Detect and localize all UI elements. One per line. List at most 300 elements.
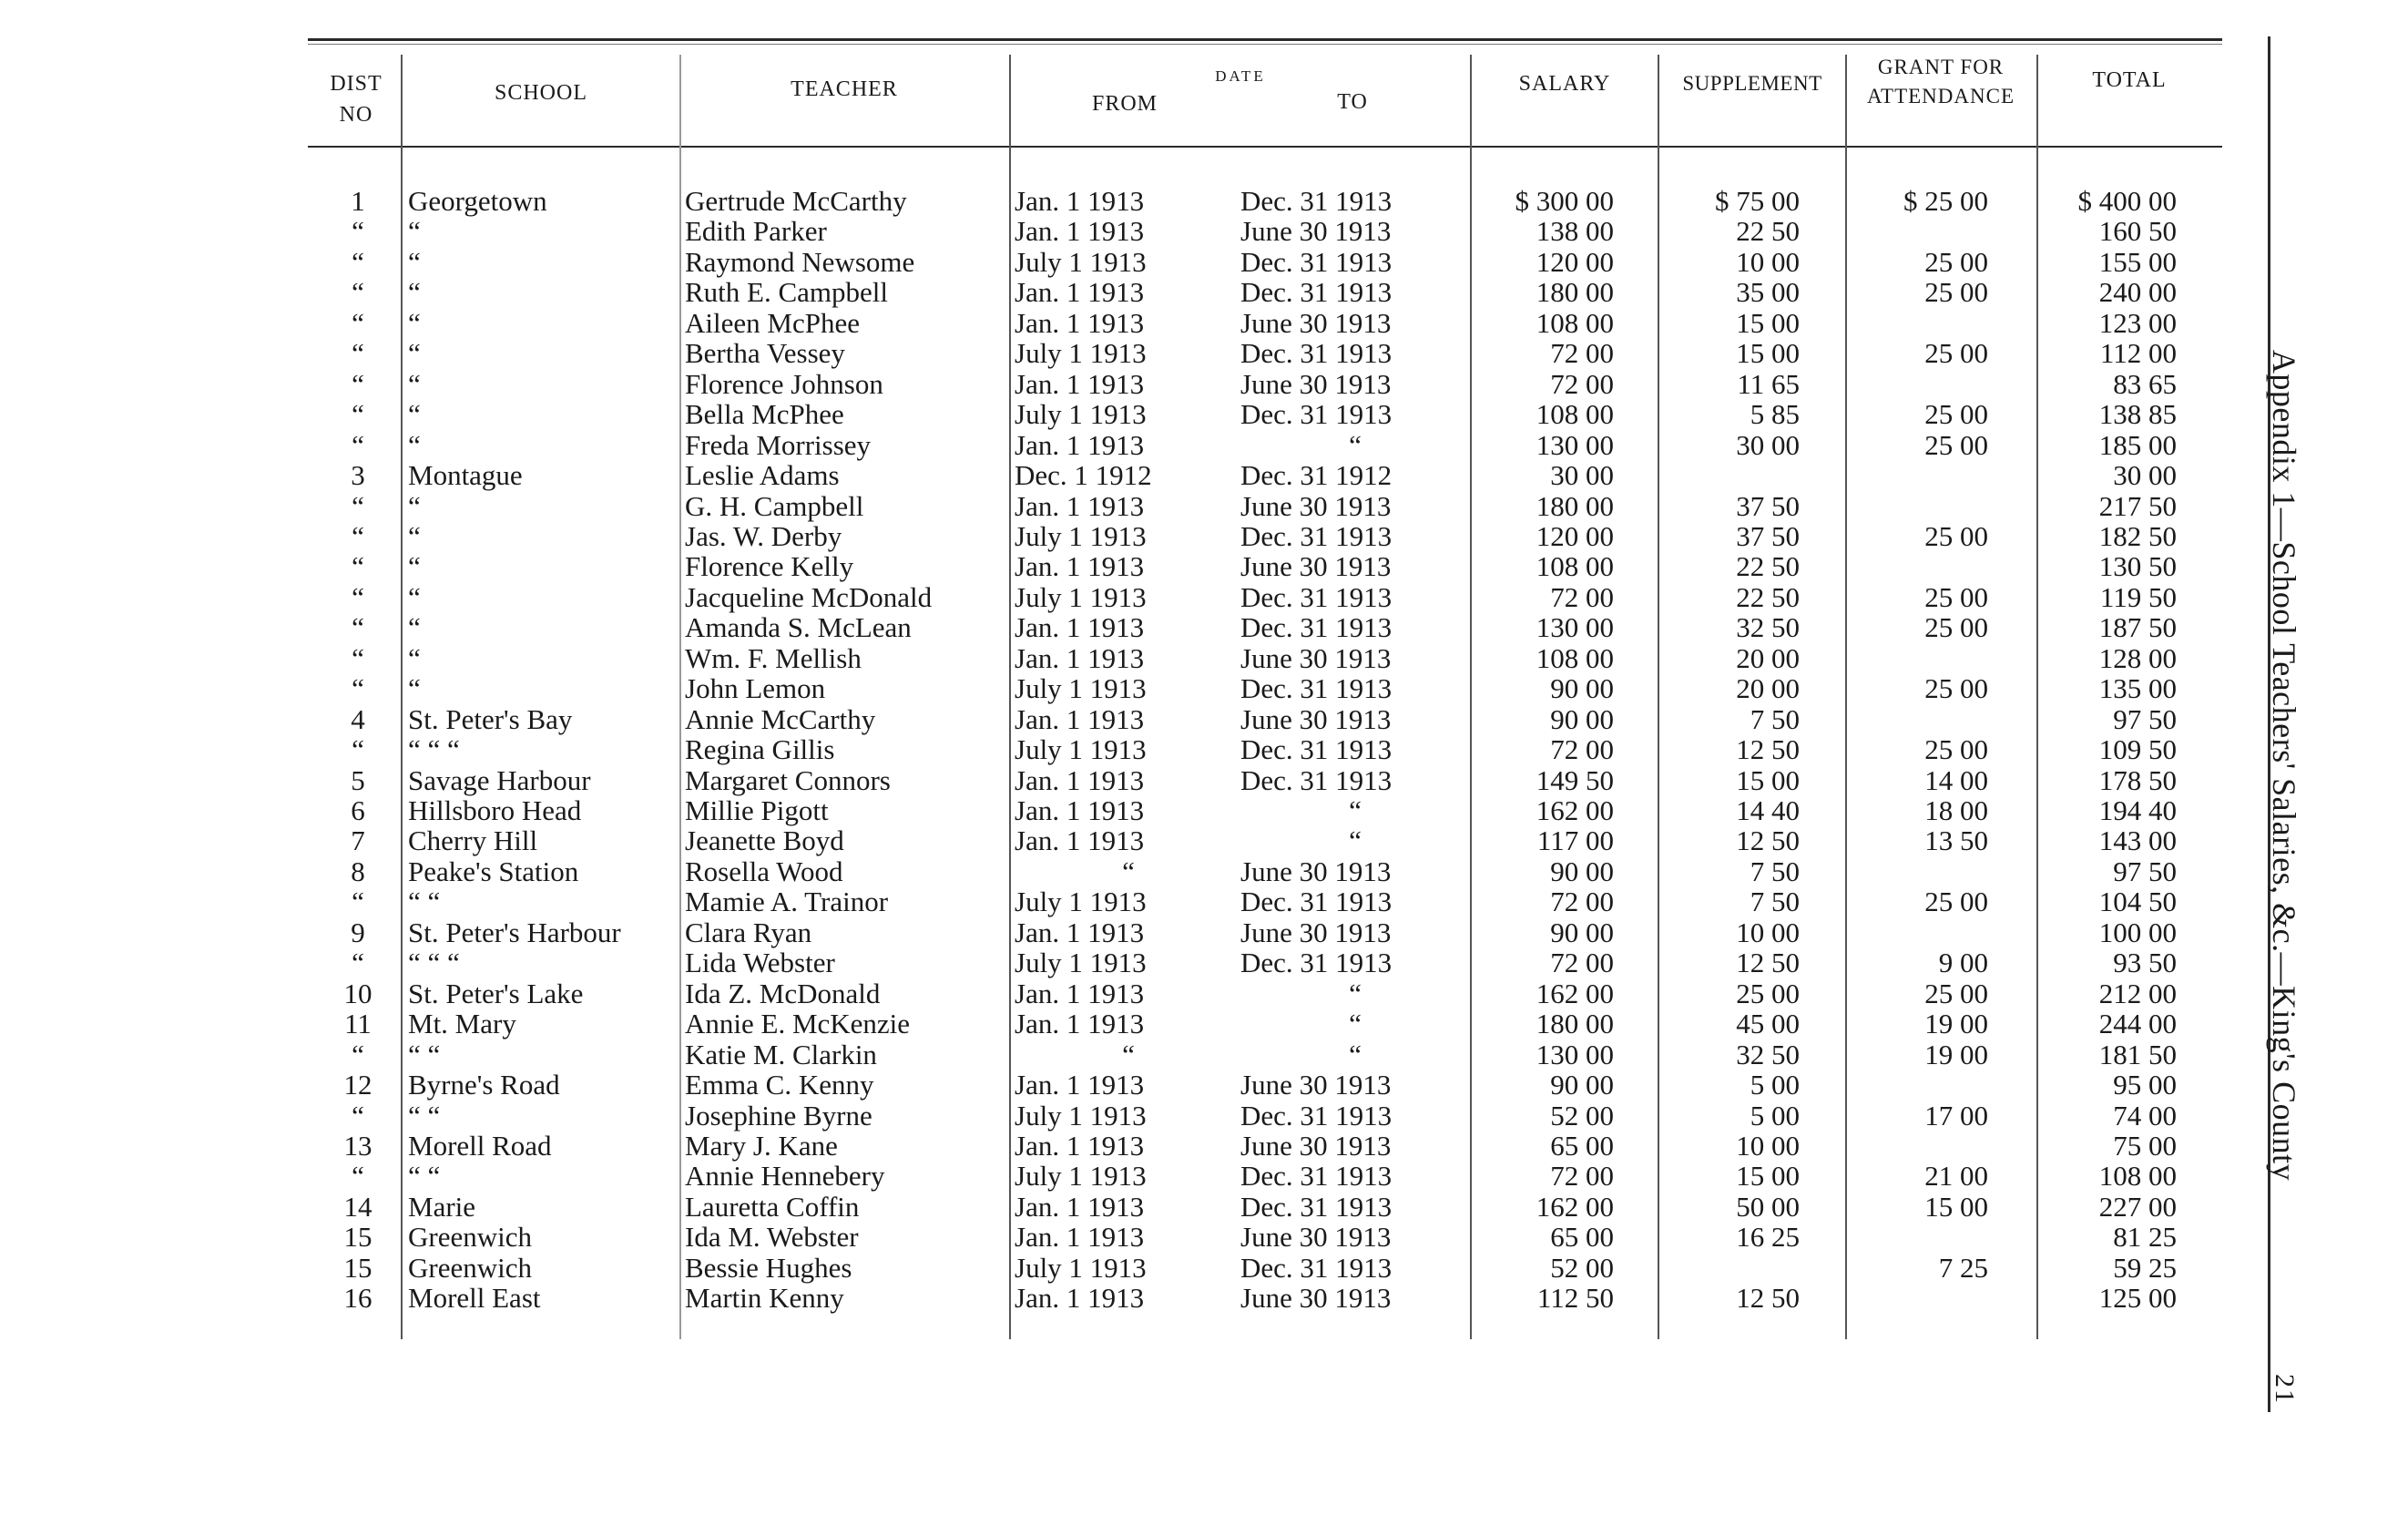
salary-cell: 108 00 (1536, 307, 1614, 339)
supplement-cell: 12 50 (1736, 1282, 1800, 1314)
to-date-cell: Dec. 31 1913 (1240, 1252, 1393, 1284)
teacher-cell: Florence Kelly (685, 550, 854, 582)
table-row (0, 460, 2277, 491)
dist-cell: 16 (343, 1282, 372, 1314)
supplement-cell: 12 50 (1736, 824, 1800, 856)
to-date-cell: June 30 1913 (1240, 490, 1392, 522)
header-grant-line1: GRANT FOR (1877, 56, 2005, 78)
salary-cell: 72 00 (1550, 581, 1614, 613)
from-date-cell: Jan. 1 1913 (1015, 368, 1145, 400)
supplement-cell: 5 85 (1750, 398, 1800, 430)
total-cell: 123 00 (2098, 307, 2177, 339)
dist-cell: 15 (343, 1221, 372, 1253)
grant-cell: 25 00 (1924, 581, 1988, 613)
grant-cell: 21 00 (1924, 1160, 1988, 1192)
total-cell: 100 00 (2098, 916, 2177, 948)
grant-cell: 7 25 (1938, 1252, 1988, 1284)
dist-cell: “ (352, 733, 364, 765)
from-date-cell: Jan. 1 1913 (1015, 1130, 1145, 1162)
teacher-cell: Edith Parker (685, 215, 827, 247)
table-row (0, 825, 2277, 856)
table-row (0, 551, 2277, 582)
total-cell: 217 50 (2098, 490, 2177, 522)
school-cell: “ “ (408, 1100, 441, 1132)
table-row (0, 1161, 2277, 1192)
teacher-cell: Raymond Newsome (685, 246, 915, 278)
from-date-cell: July 1 1913 (1015, 520, 1147, 552)
salary-cell: 120 00 (1536, 246, 1614, 278)
to-date-cell: June 30 1913 (1240, 1221, 1392, 1253)
to-date-cell: Dec. 31 1913 (1240, 185, 1393, 217)
teacher-cell: Mamie A. Trainor (685, 886, 889, 917)
grant-cell: 18 00 (1924, 794, 1988, 826)
from-date-cell: Jan. 1 1913 (1015, 824, 1145, 856)
from-date-cell: Jan. 1 1913 (1015, 611, 1145, 643)
salary-cell: 90 00 (1550, 703, 1614, 735)
grant-cell: 19 00 (1924, 1039, 1988, 1070)
school-cell: Cherry Hill (408, 824, 538, 856)
from-date-cell: Jan. 1 1913 (1015, 1221, 1145, 1253)
teacher-cell: Clara Ryan (685, 916, 812, 948)
salary-cell: 65 00 (1550, 1221, 1614, 1253)
total-cell: 212 00 (2098, 978, 2177, 1009)
grant-cell (1847, 491, 1988, 522)
to-date-cell: “ (1349, 794, 1362, 826)
supplement-cell: 32 50 (1736, 611, 1800, 643)
supplement-cell: 7 50 (1750, 855, 1800, 887)
dist-cell: 9 (351, 916, 365, 948)
grant-cell (1847, 460, 1988, 491)
total-cell: 178 50 (2098, 764, 2177, 796)
salary-cell: 108 00 (1536, 550, 1614, 582)
table-row (0, 216, 2277, 247)
grant-cell: $ 25 00 (1903, 185, 1988, 217)
grant-cell: 25 00 (1924, 520, 1988, 552)
teacher-cell: Lida Webster (685, 947, 835, 978)
total-cell: 75 00 (2113, 1130, 2177, 1162)
dist-cell: “ (352, 215, 364, 247)
supplement-cell: 22 50 (1736, 581, 1800, 613)
to-date-cell: “ (1349, 1039, 1362, 1070)
grant-cell (1847, 551, 1988, 582)
supplement-cell: 10 00 (1736, 1130, 1800, 1162)
grant-cell (1847, 917, 1988, 948)
school-cell: “ (408, 672, 421, 704)
to-date-cell: June 30 1913 (1240, 703, 1392, 735)
supplement-cell: 12 50 (1736, 947, 1800, 978)
dist-cell: “ (352, 429, 364, 461)
salary-cell: 108 00 (1536, 398, 1614, 430)
supplement-cell: 20 00 (1736, 672, 1800, 704)
salary-cell: 65 00 (1550, 1130, 1614, 1162)
from-date-cell: July 1 1913 (1015, 947, 1147, 978)
grant-cell: 9 00 (1938, 947, 1988, 978)
dist-cell: “ (352, 398, 364, 430)
school-cell: “ (408, 398, 421, 430)
to-date-cell: Dec. 31 1913 (1240, 337, 1393, 369)
grant-cell: 25 00 (1924, 337, 1988, 369)
teacher-cell: Margaret Connors (685, 764, 891, 796)
school-cell: Savage Harbour (408, 764, 591, 796)
teacher-cell: Bessie Hughes (685, 1252, 852, 1284)
dist-cell: “ (352, 1160, 364, 1192)
from-date-cell: Jan. 1 1913 (1015, 429, 1145, 461)
school-cell: Montague (408, 459, 523, 491)
total-cell: 130 50 (2098, 550, 2177, 582)
salary-cell: 72 00 (1550, 368, 1614, 400)
grant-cell (1847, 1222, 1988, 1253)
school-cell: St. Peter's Harbour (408, 916, 621, 948)
salary-cell: 72 00 (1550, 337, 1614, 369)
header-total: TOTAL (2092, 68, 2167, 92)
school-cell: “ (408, 490, 421, 522)
grant-cell (1847, 216, 1988, 247)
teacher-cell: Jeanette Boyd (685, 824, 844, 856)
to-date-cell: Dec. 31 1913 (1240, 276, 1393, 308)
teacher-cell: Annie E. McKenzie (685, 1008, 911, 1039)
from-date-cell: Jan. 1 1913 (1015, 490, 1145, 522)
teacher-cell: Regina Gillis (685, 733, 835, 765)
salary-cell: 52 00 (1550, 1252, 1614, 1284)
from-date-cell: Jan. 1 1913 (1015, 276, 1145, 308)
teacher-cell: Emma C. Kenny (685, 1069, 874, 1101)
table-row (0, 765, 2277, 796)
to-date-cell: Dec. 31 1913 (1240, 1160, 1393, 1192)
salary-cell: $ 300 00 (1515, 185, 1614, 217)
table-row (0, 582, 2277, 613)
school-cell: “ (408, 642, 421, 674)
to-date-cell: June 30 1913 (1240, 1282, 1392, 1314)
header-no: NO (339, 103, 373, 127)
salary-cell: 90 00 (1550, 855, 1614, 887)
table-row (0, 673, 2277, 704)
dist-cell: 10 (343, 978, 372, 1009)
from-date-cell: Jan. 1 1913 (1015, 764, 1145, 796)
total-cell: 93 50 (2113, 947, 2177, 978)
grant-cell: 25 00 (1924, 611, 1988, 643)
table-row (0, 1131, 2277, 1162)
grant-cell (1847, 1070, 1988, 1101)
total-cell: 182 50 (2098, 520, 2177, 552)
header-date: DATE (1215, 67, 1266, 85)
teacher-cell: Ida M. Webster (685, 1221, 859, 1253)
page-number: 21 (2270, 1374, 2300, 1405)
table-row (0, 1222, 2277, 1253)
school-cell: “ (408, 581, 421, 613)
school-cell: “ “ “ (408, 947, 460, 978)
from-date-cell: Jan. 1 1913 (1015, 550, 1145, 582)
supplement-cell: 50 00 (1736, 1191, 1800, 1223)
school-cell: Greenwich (408, 1252, 532, 1284)
table-row (0, 947, 2277, 978)
school-cell: Mt. Mary (408, 1008, 516, 1039)
supplement-cell: 10 00 (1736, 916, 1800, 948)
supplement-cell: 5 00 (1750, 1100, 1800, 1132)
dist-cell: 14 (343, 1191, 372, 1223)
table-row (0, 1283, 2277, 1314)
grant-cell (1847, 1131, 1988, 1162)
teacher-cell: Florence Johnson (685, 368, 883, 400)
teacher-cell: Millie Pigott (685, 794, 829, 826)
salary-cell: 162 00 (1536, 794, 1614, 826)
dist-cell: 6 (351, 794, 365, 826)
to-date-cell: June 30 1913 (1240, 1069, 1392, 1101)
supplement-cell: 15 00 (1736, 1160, 1800, 1192)
table-row (0, 704, 2277, 735)
table-row (0, 308, 2277, 339)
total-cell: 125 00 (2098, 1282, 2177, 1314)
total-cell: 244 00 (2098, 1008, 2177, 1039)
to-date-cell: Dec. 31 1913 (1240, 764, 1393, 796)
to-date-cell: June 30 1913 (1240, 215, 1392, 247)
to-date-cell: “ (1349, 429, 1362, 461)
total-cell: 227 00 (2098, 1191, 2177, 1223)
total-cell: 240 00 (2098, 276, 2177, 308)
total-cell: 138 85 (2098, 398, 2177, 430)
dist-cell: “ (352, 368, 364, 400)
dist-cell: “ (352, 276, 364, 308)
dist-cell: “ (352, 520, 364, 552)
from-date-cell: Jan. 1 1913 (1015, 642, 1145, 674)
supplement-cell (1663, 460, 1800, 491)
teacher-cell: Freda Morrissey (685, 429, 872, 461)
to-date-cell: Dec. 31 1913 (1240, 581, 1393, 613)
dist-cell: “ (352, 672, 364, 704)
salary-cell: 162 00 (1536, 978, 1614, 1009)
school-cell: “ (408, 520, 421, 552)
from-date-cell: Dec. 1 1912 (1015, 459, 1152, 491)
teacher-cell: Leslie Adams (685, 459, 840, 491)
teacher-cell: Annie Hennebery (685, 1160, 885, 1192)
teacher-cell: Wm. F. Mellish (685, 642, 862, 674)
dist-cell: 3 (351, 459, 365, 491)
grant-cell (1847, 856, 1988, 887)
to-date-cell: Dec. 31 1913 (1240, 520, 1393, 552)
from-date-cell: Jan. 1 1913 (1015, 185, 1145, 217)
salary-cell: 72 00 (1550, 886, 1614, 917)
supplement-cell: 14 40 (1736, 794, 1800, 826)
to-date-cell: June 30 1913 (1240, 1130, 1392, 1162)
teacher-cell: Ruth E. Campbell (685, 276, 889, 308)
supplement-cell (1663, 1253, 1800, 1284)
header-from: FROM (1091, 92, 1158, 116)
salary-cell: 90 00 (1550, 1069, 1614, 1101)
header-grant-line2: ATTENDANCE (1866, 85, 2015, 108)
teacher-cell: Mary J. Kane (685, 1130, 838, 1162)
school-cell: St. Peter's Bay (408, 703, 573, 735)
school-cell: Morell East (408, 1282, 541, 1314)
total-cell: 108 00 (2098, 1160, 2177, 1192)
to-date-cell: June 30 1913 (1240, 855, 1392, 887)
table-row (0, 1192, 2277, 1223)
teacher-cell: Jacqueline McDonald (685, 581, 933, 613)
grant-cell: 25 00 (1924, 733, 1988, 765)
supplement-cell: 11 65 (1737, 368, 1800, 400)
school-cell: “ (408, 429, 421, 461)
school-cell: “ (408, 276, 421, 308)
total-cell: 155 00 (2098, 246, 2177, 278)
grant-cell: 13 50 (1924, 824, 1988, 856)
teacher-cell: G. H. Campbell (685, 490, 864, 522)
from-date-cell: “ (1122, 855, 1135, 887)
from-date-cell: July 1 1913 (1015, 733, 1147, 765)
from-date-cell: July 1 1913 (1015, 1252, 1147, 1284)
supplement-cell: 32 50 (1736, 1039, 1800, 1070)
total-cell: 112 00 (2099, 337, 2177, 369)
supplement-cell: 37 50 (1736, 520, 1800, 552)
school-cell: “ (408, 215, 421, 247)
table-row (0, 795, 2277, 826)
teacher-cell: Jas. W. Derby (685, 520, 842, 552)
salary-cell: 52 00 (1550, 1100, 1614, 1132)
to-date-cell: Dec. 31 1913 (1240, 672, 1393, 704)
total-cell: 104 50 (2098, 886, 2177, 917)
salary-cell: 72 00 (1550, 733, 1614, 765)
grant-cell (1847, 704, 1988, 735)
total-cell: 194 40 (2098, 794, 2177, 826)
total-cell: 81 25 (2113, 1221, 2177, 1253)
table-row (0, 1101, 2277, 1132)
grant-cell: 19 00 (1924, 1008, 1988, 1039)
supplement-cell: 37 50 (1736, 490, 1800, 522)
school-cell: “ (408, 368, 421, 400)
school-cell: St. Peter's Lake (408, 978, 584, 1009)
dist-cell: 13 (343, 1130, 372, 1162)
supplement-cell: 22 50 (1736, 550, 1800, 582)
dist-cell: “ (352, 642, 364, 674)
supplement-cell: 5 00 (1750, 1069, 1800, 1101)
to-date-cell: Dec. 31 1913 (1240, 246, 1393, 278)
total-cell: 109 50 (2098, 733, 2177, 765)
salary-cell: 130 00 (1536, 429, 1614, 461)
grant-cell: 25 00 (1924, 886, 1988, 917)
total-cell: 135 00 (2098, 672, 2177, 704)
from-date-cell: July 1 1913 (1015, 886, 1147, 917)
salary-cell: 180 00 (1536, 490, 1614, 522)
dist-cell: “ (352, 947, 364, 978)
salary-cell: 138 00 (1536, 215, 1614, 247)
supplement-cell: 7 50 (1750, 886, 1800, 917)
table-row (0, 186, 2277, 217)
dist-cell: “ (352, 550, 364, 582)
teacher-cell: Katie M. Clarkin (685, 1039, 877, 1070)
header-salary: SALARY (1518, 72, 1611, 96)
school-cell: “ “ (408, 1039, 441, 1070)
school-cell: “ “ (408, 886, 441, 917)
dist-cell: 7 (351, 824, 365, 856)
school-cell: Marie (408, 1191, 476, 1223)
grant-cell: 25 00 (1924, 276, 1988, 308)
from-date-cell: “ (1122, 1039, 1135, 1070)
table-row (0, 338, 2277, 369)
dist-cell: “ (352, 886, 364, 917)
total-cell: 143 00 (2098, 824, 2177, 856)
teacher-cell: Martin Kenny (685, 1282, 844, 1314)
header-teacher: TEACHER (791, 77, 898, 101)
from-date-cell: Jan. 1 1913 (1015, 978, 1145, 1009)
school-cell: Peake's Station (408, 855, 579, 887)
salary-cell: 72 00 (1550, 1160, 1614, 1192)
salary-cell: 117 00 (1536, 824, 1614, 856)
dist-cell: “ (352, 337, 364, 369)
dist-cell: 8 (351, 855, 365, 887)
grant-cell: 15 00 (1924, 1191, 1988, 1223)
table-row (0, 430, 2277, 461)
grant-cell (1847, 643, 1988, 674)
from-date-cell: Jan. 1 1913 (1015, 307, 1145, 339)
school-cell: Hillsboro Head (408, 794, 582, 826)
supplement-cell: 15 00 (1736, 337, 1800, 369)
from-date-cell: Jan. 1 1913 (1015, 1191, 1145, 1223)
school-cell: Greenwich (408, 1221, 532, 1253)
supplement-cell: 12 50 (1736, 733, 1800, 765)
salary-cell: 72 00 (1550, 947, 1614, 978)
to-date-cell: Dec. 31 1913 (1240, 1191, 1393, 1223)
teacher-cell: Annie McCarthy (685, 703, 876, 735)
supplement-cell: 10 00 (1736, 246, 1800, 278)
school-cell: “ (408, 307, 421, 339)
salary-cell: 130 00 (1536, 611, 1614, 643)
grant-cell (1847, 369, 1988, 400)
teacher-cell: Bertha Vessey (685, 337, 845, 369)
supplement-cell: 25 00 (1736, 978, 1800, 1009)
supplement-cell: $ 75 00 (1715, 185, 1800, 217)
from-date-cell: July 1 1913 (1015, 246, 1147, 278)
header-supplement: SUPPLEMENT (1682, 72, 1822, 95)
dist-cell: “ (352, 307, 364, 339)
table-row (0, 1070, 2277, 1101)
grant-cell: 25 00 (1924, 429, 1988, 461)
dist-cell: 5 (351, 764, 365, 796)
to-date-cell: June 30 1913 (1240, 307, 1392, 339)
table-row (0, 978, 2277, 1009)
total-cell: 187 50 (2098, 611, 2177, 643)
dist-cell: “ (352, 490, 364, 522)
to-date-cell: Dec. 31 1913 (1240, 947, 1393, 978)
supplement-cell: 15 00 (1736, 307, 1800, 339)
dist-cell: 11 (344, 1008, 372, 1039)
table-row (0, 856, 2277, 887)
supplement-cell: 45 00 (1736, 1008, 1800, 1039)
header-school: SCHOOL (494, 81, 587, 105)
from-date-cell: Jan. 1 1913 (1015, 1282, 1145, 1314)
grant-cell: 14 00 (1924, 764, 1988, 796)
school-cell: “ (408, 611, 421, 643)
teacher-cell: Amanda S. McLean (685, 611, 912, 643)
dist-cell: 12 (343, 1069, 372, 1101)
to-date-cell: Dec. 31 1913 (1240, 398, 1393, 430)
supplement-cell: 35 00 (1736, 276, 1800, 308)
supplement-cell: 22 50 (1736, 215, 1800, 247)
total-cell: 59 25 (2113, 1252, 2177, 1284)
teacher-cell: Ida Z. McDonald (685, 978, 881, 1009)
to-date-cell: Dec. 31 1913 (1240, 886, 1393, 917)
total-cell: 97 50 (2113, 855, 2177, 887)
to-date-cell: “ (1349, 824, 1362, 856)
teacher-cell: Josephine Byrne (685, 1100, 872, 1132)
teacher-cell: Lauretta Coffin (685, 1191, 860, 1223)
from-date-cell: Jan. 1 1913 (1015, 215, 1145, 247)
table-row (0, 1253, 2277, 1284)
grant-cell: 25 00 (1924, 246, 1988, 278)
from-date-cell: Jan. 1 1913 (1015, 1069, 1145, 1101)
to-date-cell: Dec. 31 1913 (1240, 733, 1393, 765)
dist-cell: “ (352, 581, 364, 613)
table-row (0, 612, 2277, 643)
supplement-cell: 20 00 (1736, 642, 1800, 674)
salary-cell: 112 50 (1536, 1282, 1614, 1314)
from-date-cell: Jan. 1 1913 (1015, 1008, 1145, 1039)
